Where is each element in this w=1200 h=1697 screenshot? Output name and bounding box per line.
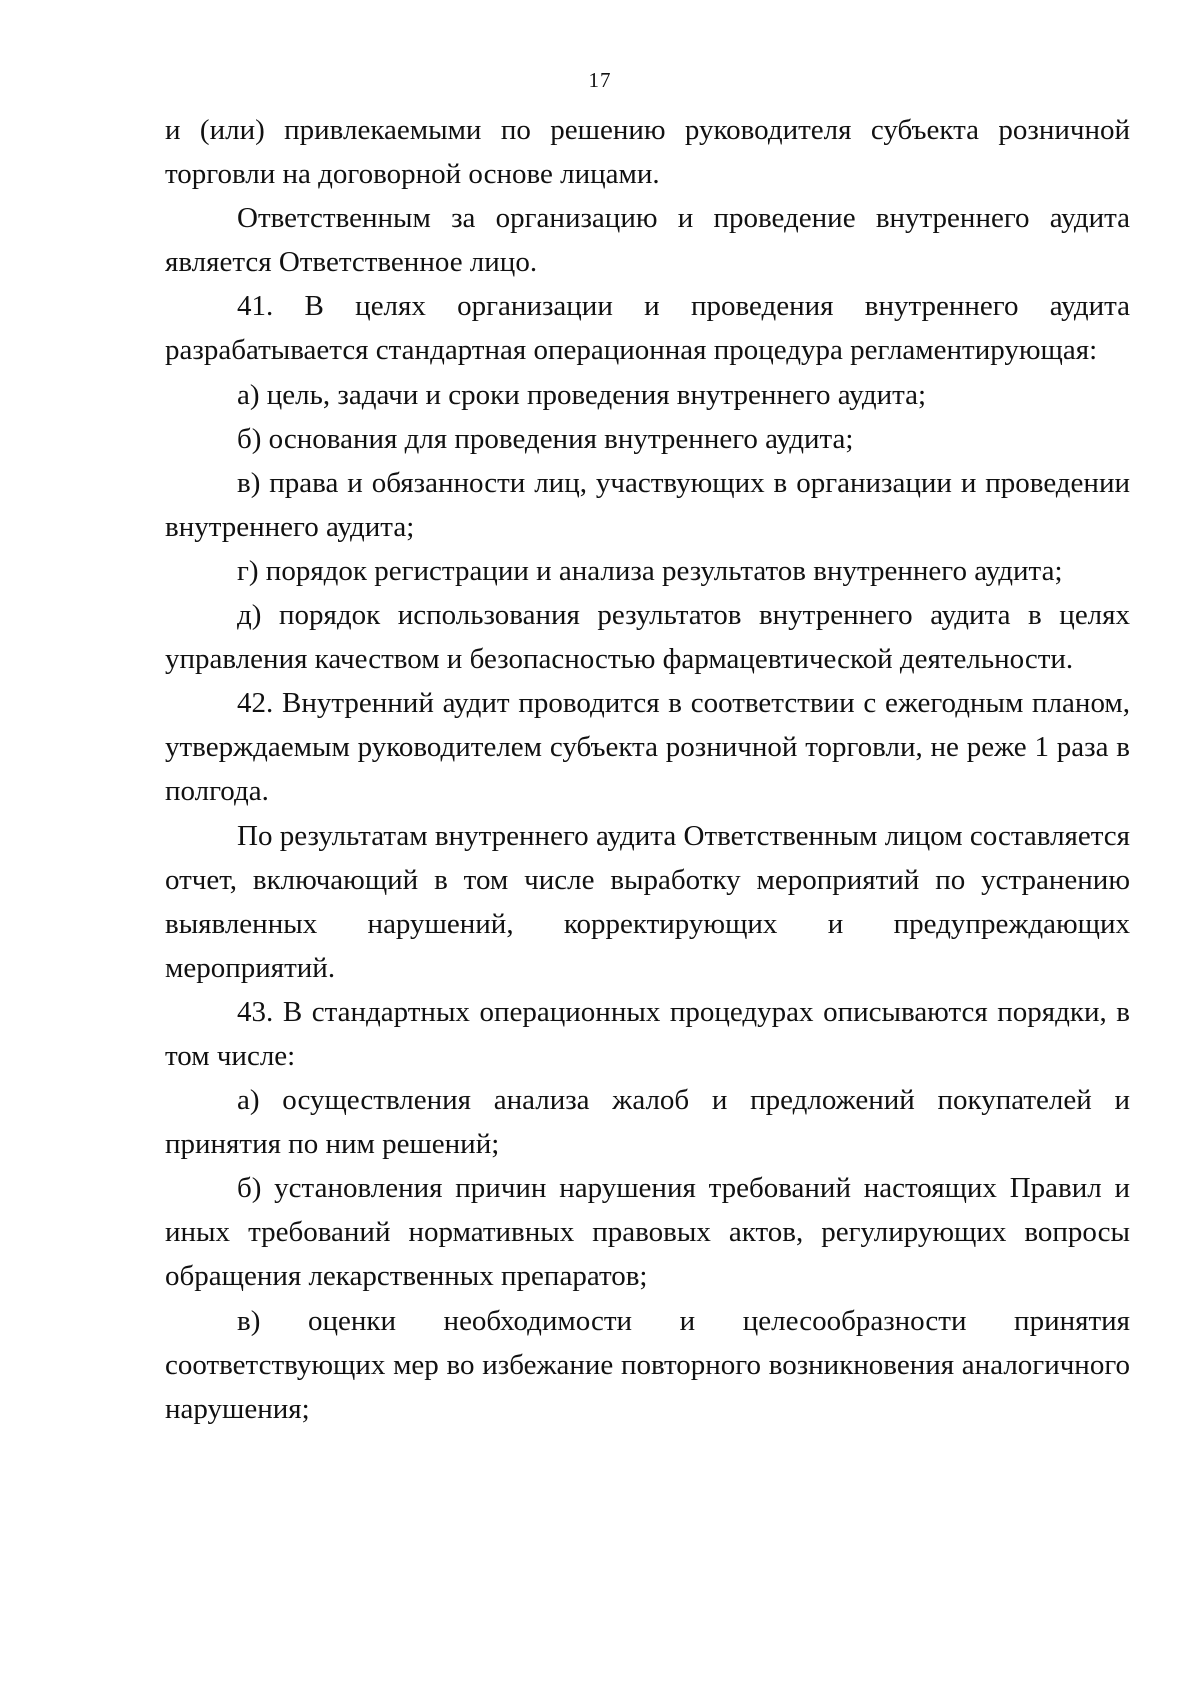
- list-item-43c: в) оценки необходимости и целесообразности принятия соответствующих мер во избежание повторного возникновения аналогичного нарушения;: [165, 1304, 1130, 1425]
- paragraph-continuation: и (или) привлекаемыми по решению руководителя субъекта розничной торговли на договорной основе лицами.: [165, 114, 1130, 191]
- paragraph-responsible-person: Ответственным за организацию и проведение внутреннего аудита является Ответственное лицо.: [165, 202, 1130, 279]
- list-item-41a: а) цель, задачи и сроки проведения внутреннего аудита;: [237, 378, 927, 411]
- list-item-41e: д) порядок использования результатов внутреннего аудита в целях управления качеством и безопасностью фармацевтической деятельности.: [165, 599, 1130, 676]
- list-item-43b: б) установления причин нарушения требований настоящих Правил и иных требований нормативных правовых актов, регулирующих вопросы обращения лекарственных препаратов;: [165, 1172, 1130, 1293]
- document-body: [165, 108, 1130, 1431]
- paragraph-audit-report: По результатам внутреннего аудита Ответственным лицом составляется отчет, включающий в том числе выработку мероприятий по устранению выявленных нарушений, корректирующих и предупреждающих мероприятий.: [165, 819, 1130, 984]
- list-item-41b: б) основания для проведения внутреннего аудита;: [237, 422, 854, 455]
- paragraph-item-42: 42. Внутренний аудит проводится в соответствии с ежегодным планом, утверждаемым руководителем субъекта розничной торговли, не реже 1 раза в полгода.: [165, 687, 1130, 808]
- list-item-41d: г) порядок регистрации и анализа результатов внутреннего аудита;: [237, 554, 1063, 587]
- list-item-41c: в) права и обязанности лиц, участвующих в организации и проведении внутреннего аудита;: [165, 466, 1130, 543]
- paragraph-item-41: 41. В целях организации и проведения внутреннего аудита разрабатывается стандартная операционная процедура регламентирующая:: [165, 290, 1130, 367]
- list-item-43a: а) осуществления анализа жалоб и предложений покупателей и принятия по ним решений;: [165, 1084, 1130, 1161]
- page-number: 17: [588, 68, 612, 92]
- paragraph-item-43: 43. В стандартных операционных процедурах описываются порядки, в том числе:: [165, 995, 1130, 1072]
